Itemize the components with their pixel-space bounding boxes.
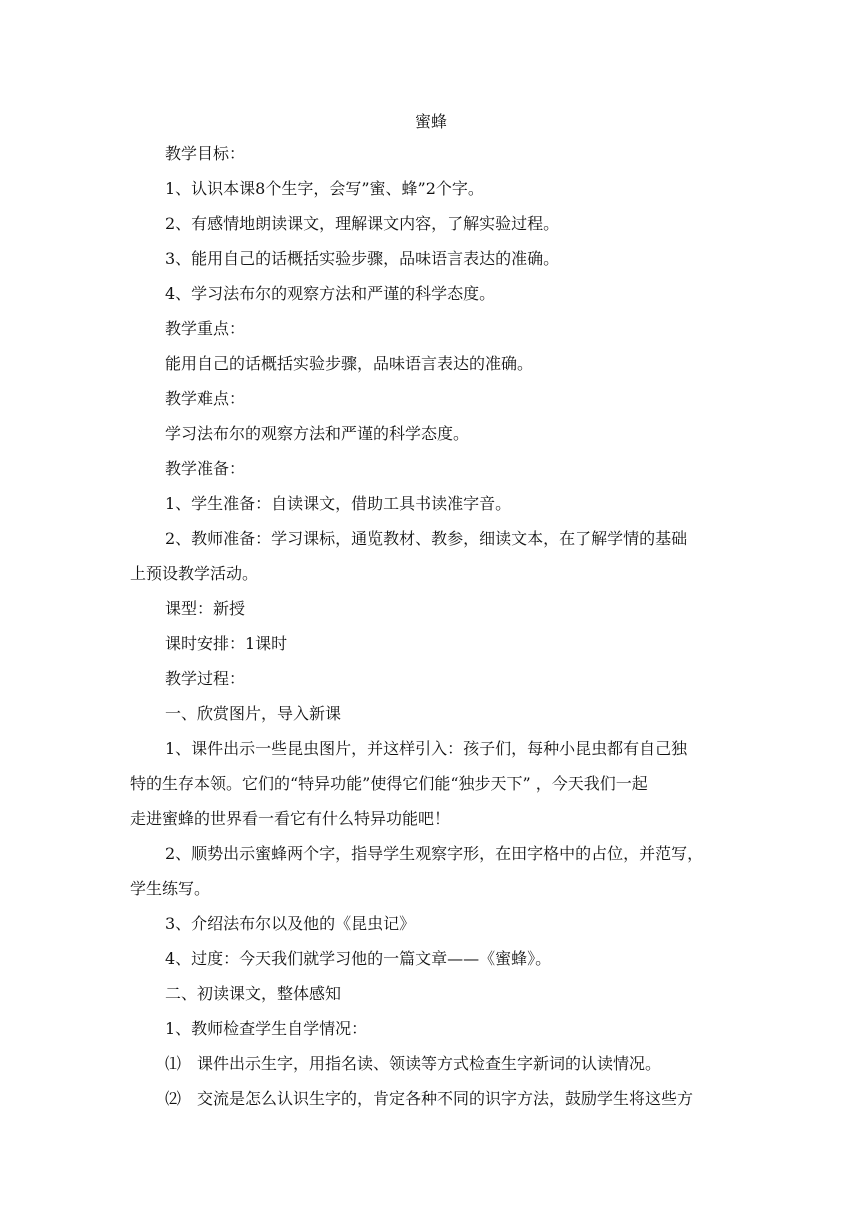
goal-item-3: 3、能用自己的话概括实验步骤，品味语言表达的准确。 — [165, 249, 560, 268]
teacher-prep-line-2: 上预设教学活动。 — [130, 564, 259, 583]
numbered-item-1-marker: ⑴ — [165, 1054, 182, 1073]
goal-item-1: 1、认识本课8个生字，会写”蜜、蜂”2个字。 — [165, 179, 484, 198]
intro-line-1: 1、课件出示一些昆虫图片，并这样引入：孩子们，每种小昆虫都有自己独 — [165, 739, 688, 758]
numbered-item-2 — [130, 1081, 732, 1116]
lesson-type: 课型：新授 — [165, 599, 246, 618]
numbered-item-1 — [130, 1046, 732, 1081]
difficulties-text: 学习法布尔的观察方法和严谨的科学态度。 — [165, 424, 470, 443]
introduce-fabre-item: 3、介绍法布尔以及他的《昆虫记》 — [165, 914, 416, 933]
process-step-2-heading: 二、初读课文，整体感知 — [165, 984, 342, 1003]
check-self-study-item: 1、教师检查学生自学情况： — [165, 1019, 368, 1038]
numbered-item-2-text: 交流是怎么认识生字的，肯定各种不同的识字方法，鼓励学生将这些方 — [197, 1089, 694, 1108]
student-prep-item: 1、学生准备：自读课文，借助工具书读准字音。 — [165, 494, 512, 513]
numbered-item-2-marker: ⑵ — [165, 1089, 182, 1108]
intro-line-2: 特的生存本领。它们的“特异功能”使得它们能“独步天下” ，今天我们一起 — [130, 774, 648, 793]
numbered-item-1-text: 课件出示生字，用指名读、领读等方式检查生字新词的认读情况。 — [197, 1054, 662, 1073]
section-heading-goals: 教学目标： — [165, 144, 246, 163]
process-step-1-heading: 一、欣赏图片，导入新课 — [165, 704, 342, 723]
key-points-text: 能用自己的话概括实验步骤，品味语言表达的准确。 — [165, 354, 534, 373]
writing-paragraph — [130, 836, 732, 906]
intro-line-3: 走进蜜蜂的世界看一看它有什么特异功能吧！ — [130, 809, 451, 828]
document-body — [130, 108, 732, 1116]
goal-item-2: 2、有感情地朗读课文，理解课文内容，了解实验过程。 — [165, 214, 560, 233]
document-title: 蜜蜂 — [414, 112, 447, 131]
intro-paragraph — [130, 731, 732, 836]
transition-item: 4、过度：今天我们就学习他的一篇文章——《蜜蜂》。 — [165, 949, 552, 968]
section-heading-preparation: 教学准备： — [165, 459, 246, 478]
teacher-prep-line-1: 2、教师准备：学习课标，通览教材、教参，细读文本，在了解学情的基础 — [165, 529, 688, 548]
writing-line-1: 2、顺势出示蜜蜂两个字，指导学生观察字形，在田字格中的占位，并范写， — [165, 844, 704, 863]
section-heading-difficulties: 教学难点： — [165, 389, 246, 408]
goal-item-4: 4、学习法布尔的观察方法和严谨的科学态度。 — [165, 284, 496, 303]
section-heading-key-points: 教学重点： — [165, 319, 246, 338]
section-heading-process: 教学过程： — [165, 669, 246, 688]
lesson-schedule: 课时安排：1课时 — [165, 634, 288, 653]
teacher-prep-paragraph — [130, 521, 732, 591]
writing-line-2: 学生练写。 — [130, 879, 211, 898]
